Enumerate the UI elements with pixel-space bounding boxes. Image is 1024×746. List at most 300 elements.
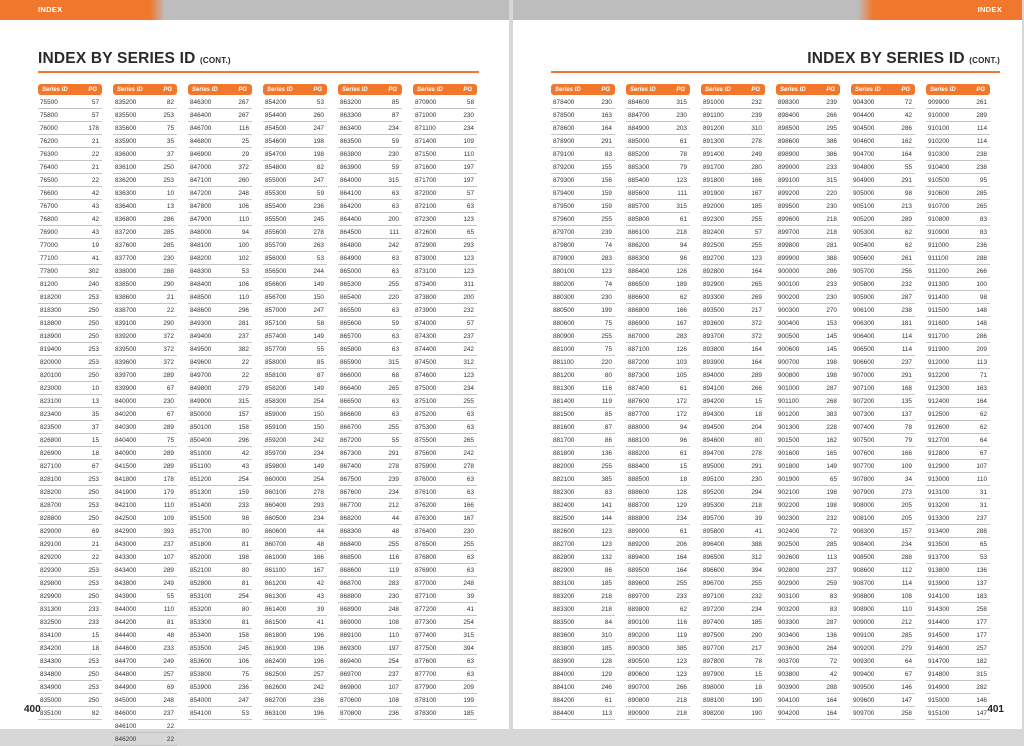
page-ref-cell: 237 <box>826 566 837 574</box>
table-row <box>776 135 840 148</box>
table-row <box>776 616 840 629</box>
table-row <box>188 239 252 252</box>
table-row <box>338 96 402 109</box>
table-row <box>263 265 327 278</box>
table-row <box>926 369 990 382</box>
series-id-cell: 895100 <box>703 475 725 483</box>
series-id-cell: 857000 <box>265 306 287 314</box>
table-row <box>551 551 615 564</box>
page-ref-cell: 172 <box>676 410 687 418</box>
page-ref-cell: 41 <box>466 605 474 613</box>
series-id-cell: 881000 <box>553 345 575 353</box>
page-ref-cell: 236 <box>238 683 249 691</box>
table-row <box>776 447 840 460</box>
series-id-cell: 898000 <box>703 683 725 691</box>
series-id-cell: 828700 <box>40 501 62 509</box>
table-row <box>551 629 615 642</box>
series-id-cell: 902800 <box>778 566 800 574</box>
table-row <box>38 304 102 317</box>
page-ref-cell: 42 <box>241 449 249 457</box>
page-ref-cell: 18 <box>754 683 762 691</box>
series-id-cell: 901000 <box>778 384 800 392</box>
table-row <box>113 291 177 304</box>
page-ref-cell: 230 <box>388 150 399 158</box>
table-row <box>113 525 177 538</box>
series-id-cell: 912900 <box>928 462 950 470</box>
series-id-cell: 856600 <box>265 280 287 288</box>
table-row <box>113 460 177 473</box>
series-id-cell: 829800 <box>40 579 62 587</box>
series-id-cell: 908300 <box>853 527 875 535</box>
table-row <box>413 642 477 655</box>
table-row <box>926 265 990 278</box>
table-row <box>701 278 765 291</box>
series-id-cell: 841500 <box>115 462 137 470</box>
table-row <box>851 590 915 603</box>
column-header-series-id: Series ID <box>705 86 731 93</box>
page-ref-cell: 258 <box>901 709 912 717</box>
series-id-cell: 913500 <box>928 540 950 548</box>
series-id-cell: 848300 <box>190 267 212 275</box>
table-row <box>776 382 840 395</box>
page-ref-cell: 291 <box>901 371 912 379</box>
page-ref-cell: 83 <box>604 150 612 158</box>
table-row <box>338 161 402 174</box>
page-ref-cell: 63 <box>391 306 399 314</box>
page-ref-cell: 123 <box>463 254 474 262</box>
page-ref-cell: 255 <box>388 423 399 431</box>
table-row <box>551 330 615 343</box>
series-id-cell: 885200 <box>628 150 650 158</box>
table-row <box>263 564 327 577</box>
series-id-cell: 879700 <box>553 228 575 236</box>
series-id-cell: 842100 <box>115 501 137 509</box>
table-row <box>776 603 840 616</box>
series-id-cell: 826800 <box>40 436 62 444</box>
page-ref-cell: 147 <box>976 709 987 717</box>
series-id-cell: 908800 <box>853 592 875 600</box>
table-row <box>113 603 177 616</box>
table-row <box>776 525 840 538</box>
series-id-cell: 877700 <box>415 670 437 678</box>
page-ref-cell: 167 <box>313 566 324 574</box>
page-ref-cell: 65 <box>979 540 987 548</box>
column-header-series-id: Series ID <box>342 86 368 93</box>
table-row <box>701 629 765 642</box>
table-row <box>851 330 915 343</box>
series-id-cell: 887000 <box>628 332 650 340</box>
page-ref-cell: 230 <box>388 592 399 600</box>
index-column <box>113 84 177 746</box>
table-row <box>188 369 252 382</box>
series-id-cell: 860500 <box>265 514 287 522</box>
series-id-cell: 863900 <box>340 163 362 171</box>
page-ref-cell: 84 <box>604 618 612 626</box>
page-ref-cell: 13 <box>166 202 174 210</box>
series-id-cell: 853500 <box>190 644 212 652</box>
page-ref-cell: 382 <box>238 345 249 353</box>
series-id-cell: 914700 <box>928 657 950 665</box>
table-row <box>38 655 102 668</box>
page-ref-cell: 281 <box>826 241 837 249</box>
page-ref-cell: 234 <box>388 124 399 132</box>
table-row <box>413 187 477 200</box>
series-id-cell: 913900 <box>928 579 950 587</box>
series-id-cell: 859700 <box>265 449 287 457</box>
table-row <box>776 330 840 343</box>
series-id-cell: 907400 <box>853 423 875 431</box>
page-ref-cell: 296 <box>238 436 249 444</box>
series-id-cell: 907600 <box>853 449 875 457</box>
page-ref-cell: 108 <box>388 696 399 704</box>
table-row <box>926 96 990 109</box>
series-id-cell: 848600 <box>190 306 212 314</box>
table-row <box>338 252 402 265</box>
series-id-cell: 870900 <box>415 98 437 106</box>
series-id-cell: 855500 <box>265 215 287 223</box>
series-id-cell: 864800 <box>340 241 362 249</box>
page-ref-cell: 53 <box>979 553 987 561</box>
page-ref-cell: 22 <box>91 150 99 158</box>
series-id-cell: 873400 <box>415 280 437 288</box>
page-ref-cell: 63 <box>391 345 399 353</box>
page-ref-cell: 22 <box>91 176 99 184</box>
table-row <box>701 577 765 590</box>
series-id-cell: 900700 <box>778 358 800 366</box>
series-id-cell: 907000 <box>853 371 875 379</box>
series-id-cell: 860700 <box>265 540 287 548</box>
series-id-cell: 871100 <box>415 124 436 132</box>
table-row <box>926 148 990 161</box>
series-id-cell: 880100 <box>553 267 575 275</box>
page-ref-cell: 53 <box>241 709 249 717</box>
page-ref-cell: 253 <box>163 111 174 119</box>
series-id-cell: 847000 <box>190 163 212 171</box>
page-ref-cell: 238 <box>901 306 912 314</box>
series-id-cell: 905400 <box>853 241 875 249</box>
page-ref-cell: 116 <box>388 553 399 561</box>
table-row <box>38 408 102 421</box>
page-ref-cell: 265 <box>388 384 399 392</box>
page-ref-cell: 126 <box>676 267 687 275</box>
series-id-cell: 868500 <box>340 553 362 561</box>
table-row <box>626 122 690 135</box>
table-row <box>551 135 615 148</box>
series-id-cell: 828200 <box>40 488 62 496</box>
table-row <box>263 330 327 343</box>
table-row <box>851 135 915 148</box>
page-ref-cell: 288 <box>826 683 837 691</box>
table-row <box>851 603 915 616</box>
page-ref-cell: 62 <box>904 241 912 249</box>
table-row <box>551 603 615 616</box>
series-id-cell: 911100 <box>928 254 949 262</box>
series-id-cell: 912700 <box>928 436 950 444</box>
page-ref-cell: 253 <box>88 293 99 301</box>
table-row <box>413 434 477 447</box>
page-ref-cell: 75 <box>241 670 249 678</box>
page-ref-cell: 85 <box>604 410 612 418</box>
page-ref-cell: 250 <box>88 306 99 314</box>
table-row <box>188 655 252 668</box>
table-row <box>851 668 915 681</box>
table-row <box>776 304 840 317</box>
table-row <box>551 278 615 291</box>
series-id-cell: 894000 <box>703 371 725 379</box>
page-ref-cell: 182 <box>976 657 987 665</box>
page-ref-cell: 31 <box>979 501 987 509</box>
series-id-cell: 849500 <box>190 345 212 353</box>
page-ref-cell: 288 <box>163 267 174 275</box>
page-ref-cell: 198 <box>826 371 837 379</box>
table-row <box>113 382 177 395</box>
series-id-cell: 865000 <box>340 267 362 275</box>
table-row <box>776 226 840 239</box>
page-ref-cell: 233 <box>238 501 249 509</box>
page-ref-cell: 230 <box>601 293 612 301</box>
series-id-cell: 871500 <box>415 150 437 158</box>
table-row <box>701 603 765 616</box>
series-id-cell: 890700 <box>628 683 650 691</box>
series-id-cell: 883800 <box>553 644 575 652</box>
page-ref-cell: 123 <box>463 371 474 379</box>
page-ref-cell: 108 <box>388 618 399 626</box>
table-row <box>701 161 765 174</box>
table-row <box>851 200 915 213</box>
table-row <box>413 174 477 187</box>
series-id-cell: 908700 <box>853 579 875 587</box>
table-row <box>188 395 252 408</box>
page-ref-cell: 234 <box>313 514 324 522</box>
series-id-cell: 883500 <box>553 618 575 626</box>
series-id-cell: 872600 <box>415 228 437 236</box>
page-ref-cell: 310 <box>601 631 612 639</box>
table-row <box>338 629 402 642</box>
page-ref-cell: 57 <box>91 98 99 106</box>
table-row <box>551 473 615 486</box>
table-row <box>413 512 477 525</box>
page-ref-cell: 63 <box>391 254 399 262</box>
series-id-cell: 842900 <box>115 527 137 535</box>
column-header <box>413 84 477 95</box>
table-row <box>113 434 177 447</box>
series-id-cell: 898600 <box>778 137 800 145</box>
table-row <box>626 200 690 213</box>
table-row <box>263 499 327 512</box>
page-ref-cell: 69 <box>91 527 99 535</box>
series-id-cell: 828100 <box>40 475 62 483</box>
table-row <box>263 382 327 395</box>
series-id-cell: 847100 <box>190 176 212 184</box>
series-id-cell: 872900 <box>415 241 437 249</box>
page-ref-cell: 285 <box>976 189 987 197</box>
table-row <box>263 317 327 330</box>
series-id-cell: 863200 <box>340 98 362 106</box>
series-id-cell: 901800 <box>778 462 800 470</box>
table-row <box>413 564 477 577</box>
page-ref-cell: 63 <box>391 410 399 418</box>
table-row <box>113 135 177 148</box>
page-ref-cell: 237 <box>163 540 174 548</box>
page-ref-cell: 288 <box>976 527 987 535</box>
page-ref-cell: 394 <box>463 644 474 652</box>
page-ref-cell: 63 <box>391 332 399 340</box>
series-id-cell: 890300 <box>628 644 650 652</box>
series-id-cell: 885400 <box>628 176 650 184</box>
page-ref-cell: 218 <box>676 228 687 236</box>
series-id-cell: 908100 <box>853 514 875 522</box>
series-id-cell: 819400 <box>40 345 62 353</box>
page-ref-cell: 55 <box>391 436 399 444</box>
page-ref-cell: 291 <box>901 176 912 184</box>
table-row <box>38 330 102 343</box>
series-id-cell: 902300 <box>778 514 800 522</box>
table-row <box>551 694 615 707</box>
page-ref-cell: 310 <box>751 124 762 132</box>
series-id-cell: 888100 <box>628 436 650 444</box>
page-ref-cell: 94 <box>679 241 687 249</box>
table-row <box>551 512 615 525</box>
series-id-cell: 868400 <box>340 540 362 548</box>
page-ref-cell: 167 <box>751 189 762 197</box>
series-id-cell: 895800 <box>703 527 725 535</box>
table-row <box>338 265 402 278</box>
page-ref-cell: 239 <box>826 98 837 106</box>
table-row <box>776 343 840 356</box>
table-row <box>851 499 915 512</box>
table-row <box>113 265 177 278</box>
page-ref-cell: 42 <box>829 670 837 678</box>
page-ref-cell: 233 <box>826 163 837 171</box>
series-id-cell: 905000 <box>853 189 875 197</box>
page-ref-cell: 218 <box>751 501 762 509</box>
table-row <box>851 421 915 434</box>
page-ref-cell: 22 <box>166 306 174 314</box>
series-id-cell: 841900 <box>115 488 137 496</box>
page-ref-cell: 63 <box>466 202 474 210</box>
series-id-cell: 910400 <box>928 163 950 171</box>
page-ref-cell: 237 <box>163 709 174 717</box>
series-id-cell: 905100 <box>853 202 875 210</box>
series-id-cell: 855000 <box>265 176 287 184</box>
series-id-cell: 836300 <box>115 189 137 197</box>
table-row <box>338 655 402 668</box>
table-row <box>338 642 402 655</box>
table-row <box>113 486 177 499</box>
series-id-cell: 909500 <box>853 683 875 691</box>
series-id-cell: 836200 <box>115 176 137 184</box>
series-id-cell: 903900 <box>778 683 800 691</box>
series-id-cell: 855400 <box>265 202 287 210</box>
table-row <box>926 629 990 642</box>
column-header-series-id: Series ID <box>855 86 881 93</box>
series-id-cell: 904300 <box>853 98 875 106</box>
page-ref-cell: 129 <box>676 501 687 509</box>
series-id-cell: 828800 <box>40 514 62 522</box>
table-row <box>263 174 327 187</box>
series-id-cell: 840900 <box>115 449 137 457</box>
page-ref-cell: 106 <box>238 657 249 665</box>
series-id-cell: 909100 <box>853 631 875 639</box>
series-id-cell: 887700 <box>628 410 650 418</box>
series-id-cell: 889000 <box>628 527 650 535</box>
page-ref-cell: 113 <box>826 553 837 561</box>
table-row <box>776 473 840 486</box>
page-ref-cell: 312 <box>751 553 762 561</box>
series-id-cell: 881700 <box>553 436 575 444</box>
page-ref-cell: 230 <box>751 475 762 483</box>
table-row <box>701 148 765 161</box>
table-row <box>851 642 915 655</box>
page-ref-cell: 386 <box>826 137 837 145</box>
table-row <box>626 603 690 616</box>
table-row <box>851 551 915 564</box>
series-id-cell: 861300 <box>265 592 287 600</box>
table-row <box>188 343 252 356</box>
page-ref-cell: 158 <box>238 631 249 639</box>
page-ref-cell: 285 <box>163 241 174 249</box>
column-header <box>551 84 615 95</box>
table-row <box>113 304 177 317</box>
table-row <box>776 291 840 304</box>
table-row <box>626 226 690 239</box>
series-id-cell: 849700 <box>190 371 212 379</box>
page-ref-cell: 59 <box>391 137 399 145</box>
series-id-cell: 878300 <box>415 709 437 717</box>
series-id-cell: 840400 <box>115 436 137 444</box>
table-row <box>188 135 252 148</box>
table-row <box>701 226 765 239</box>
page-ref-cell: 65 <box>829 475 837 483</box>
index-column <box>38 84 102 746</box>
table-row <box>38 356 102 369</box>
page-ref-cell: 80 <box>241 527 249 535</box>
page-ref-cell: 110 <box>901 605 912 613</box>
series-id-cell: 876900 <box>415 566 437 574</box>
page-ref-cell: 217 <box>751 644 762 652</box>
table-row <box>551 148 615 161</box>
page-ref-cell: 283 <box>601 254 612 262</box>
page-ref-cell: 164 <box>826 696 837 704</box>
series-id-cell: 892900 <box>703 280 725 288</box>
table-row <box>188 213 252 226</box>
series-id-cell: 911600 <box>928 319 949 327</box>
page-ref-cell: 116 <box>238 124 249 132</box>
series-id-cell: 873100 <box>415 267 437 275</box>
page-ref-cell: 114 <box>901 332 912 340</box>
column-header <box>338 84 402 95</box>
page-ref-cell: 110 <box>163 501 174 509</box>
series-id-cell: 910200 <box>928 137 950 145</box>
series-id-cell: 886500 <box>628 280 650 288</box>
page-ref-cell: 253 <box>88 579 99 587</box>
page-ref-cell: 109 <box>901 462 912 470</box>
page-ref-cell: 48 <box>316 540 324 548</box>
series-id-cell: 879900 <box>553 254 575 262</box>
table-row <box>626 213 690 226</box>
page-ref-cell: 266 <box>751 384 762 392</box>
page-ref-cell: 103 <box>676 358 687 366</box>
table-row <box>551 187 615 200</box>
series-id-cell: 854400 <box>265 111 287 119</box>
table-row <box>188 447 252 460</box>
series-id-cell: 891800 <box>703 176 725 184</box>
series-id-cell: 897900 <box>703 670 725 678</box>
page-ref-cell: 42 <box>91 215 99 223</box>
series-id-cell: 892800 <box>703 267 725 275</box>
table-row <box>113 421 177 434</box>
page-ref-cell: 285 <box>826 540 837 548</box>
